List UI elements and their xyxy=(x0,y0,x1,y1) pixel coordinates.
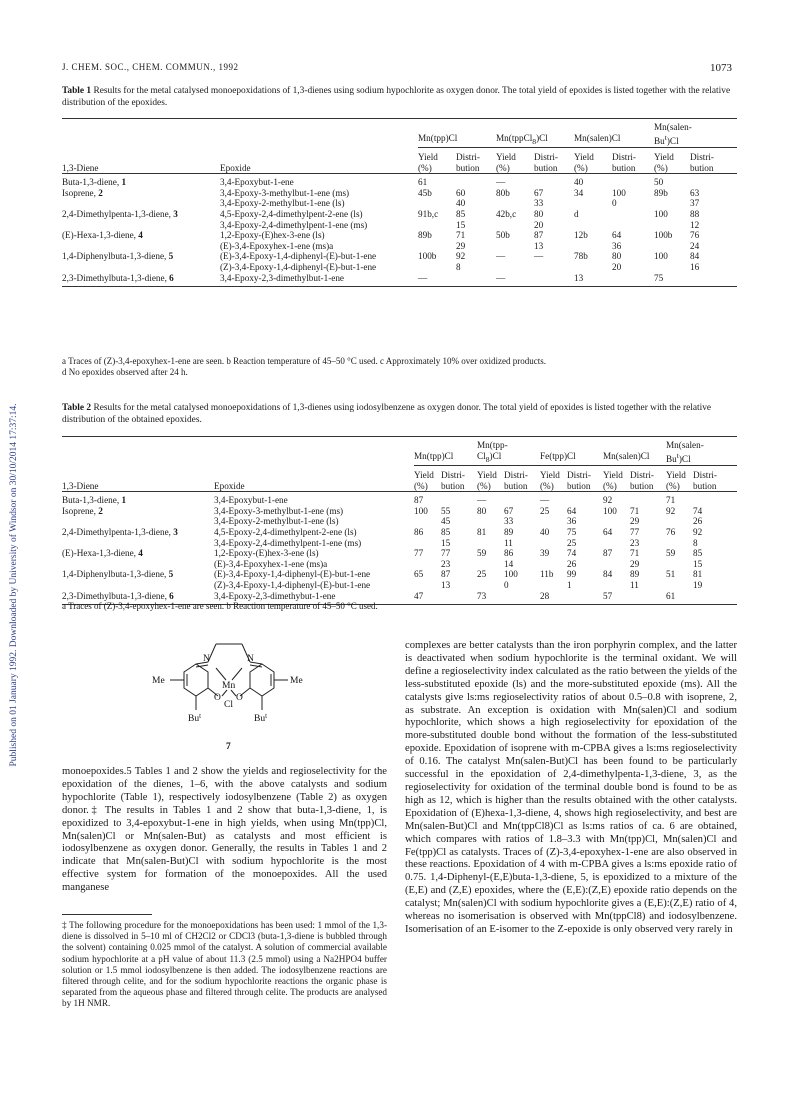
table-cell: 76 xyxy=(690,230,700,241)
table1-footnotes: a Traces of (Z)-3,4-epoxyhex-1-ene are seen. b Reaction temperature of 45–50 °C used. c Approximately 10% over oxidized products. d No epoxides observed after 24 h. xyxy=(62,356,546,377)
table-cell: 29 xyxy=(456,240,466,251)
table-cell: 2,3-Dimethylbuta-1,3-diene, 6 xyxy=(62,273,220,287)
table-cell: 86 xyxy=(504,548,514,559)
o-left-label: O xyxy=(214,693,221,703)
table-cell xyxy=(534,273,574,287)
table2: Mn(tpp- Mn(salen- Mn(tpp)Cl $Cl_8)Cl$ Fe(tpp)Cl Mn(salen)Cl Bu$^t$)Cl Yield Distri- Yield Distri- Yield Distri- Yield Distri- Yield Distri- 1,3-Diene Epoxide (%) bution (%) bution (%) bution (%) bution (%) bution Buta-1,3-diene, 1 3,4-Epoxybut-1-ene 87 — — 92 71 Isoprene, 2 3,4-Epoxy-3-methylbut-1-ene (ms) 100 55 80 67 25 64 100 71 92 74 3,4-Epoxy-2-methylbut-1-ene (ls) 45 33 36 29 26 2,4-Dimethylpenta-1,3-diene, 3 4,5-Epoxy-2,4-dimethylpent-2-ene (ls) 86 85 81 89 40 75 64 77 76 92 3,4-Epoxy-2,4-dimethylpent-1-ene (ms) 15 11 25 23 8 (E)-Hexa-1,3-diene, 4 1,2-Epoxy-(E)hex-3-ene (ls) 77 77 59 86 39 74 87 71 59 85 (E)-3,4-Epoxyhex-1-ene (ms)a 23 14 26 29 15 1,4-Diphenylbuta-1,3-diene, 5 (E)-3,4-Epoxy-1,4-diphenyl-(E)-but-1-ene 65 87 25 100 11b 99 84 89 51 81 (Z)-3,4-Epoxy-1,4-diphenyl-(E)-but-1-ene 13 0 1 11 19 2,3-Dimethylbuta-1,3-diene, 6 3,4-Epoxy-2,3-dimethybut-1-ene 47 73 28 57 61 xyxy=(62,436,737,605)
table-row xyxy=(62,251,737,262)
table-cell: 47 xyxy=(414,591,441,605)
table-cell: 2,4-Dimethylpenta-1,3-diene, 3 xyxy=(62,208,178,219)
t2-cat1: Mn(tpp)Cl xyxy=(414,451,477,466)
table-cell: 92 xyxy=(693,526,703,537)
table-cell: Isoprene, 2 xyxy=(62,505,103,516)
table-cell: 3,4-Epoxy-3-methylbut-1-ene (ms) xyxy=(220,187,350,198)
table-cell: 12 xyxy=(690,219,700,230)
table-row xyxy=(62,516,737,527)
table-cell xyxy=(603,516,630,527)
table-cell xyxy=(62,241,220,252)
table-row xyxy=(62,548,737,559)
table-cell: 33 xyxy=(534,198,544,209)
table-cell: Buta-1,3-diene, 1 xyxy=(62,495,127,506)
table-cell: 1,4-Diphenylbuta-1,3-diene, 5 xyxy=(62,251,174,262)
table-cell xyxy=(62,559,214,570)
download-notice[interactable]: Published on 01 January 1992. Downloaded by University of Windsor on 30/10/2014 17:37:14. xyxy=(9,403,19,767)
table-cell: 84 xyxy=(690,251,700,262)
table-cell: 0 xyxy=(504,579,509,590)
table-cell: 85 xyxy=(456,208,466,219)
table-row xyxy=(62,198,737,209)
table-cell: Isoprene, 2 xyxy=(62,187,103,198)
table2-caption: Table 2 Results for the metal catalysed monoepoxidations of 1,3-dienes using iodosylbenzene as oxygen donor. The total yield of epoxides is listed together with the relative distribution of the obtained epoxides. xyxy=(62,403,712,425)
table-cell: 2,3-Dimethylbuta-1,3-diene, 6 xyxy=(62,591,214,605)
table-cell: 4,5-Epoxy-2,4-dimethylpent-2-ene (ls) xyxy=(220,208,363,219)
table-cell xyxy=(612,273,654,287)
t1-cat4: Bu$^t$)Cl xyxy=(654,133,737,148)
table-row xyxy=(62,569,737,580)
table-cell: 13 xyxy=(574,273,612,287)
table-row xyxy=(62,492,737,506)
table-cell: 8 xyxy=(456,261,461,272)
table-cell: 75 xyxy=(567,526,577,537)
table-cell: 89 xyxy=(630,569,640,580)
table-cell: 71 xyxy=(666,495,676,506)
t1-cat1: Mn(tpp)Cl xyxy=(418,133,496,148)
table-cell: 100b xyxy=(654,230,673,241)
table-cell: 20 xyxy=(612,261,622,272)
footnote-rule xyxy=(62,914,152,915)
table-cell: 89b xyxy=(418,230,432,241)
table-cell: (E)-3,4-Epoxy-1,4-diphenyl-(E)-but-1-ene xyxy=(220,251,377,262)
table-cell: 71 xyxy=(630,548,640,559)
table-cell xyxy=(540,516,567,527)
table-cell: 60 xyxy=(456,187,466,198)
table-cell: 11 xyxy=(504,537,513,548)
procedure-footnote: ‡ The following procedure for the monoepoxidations has been used: 1 mmol of the 1,3-diene is dissolved in 5–10 ml of CH2Cl2 or CDCl3 (buta-1,3-diene is bubbled through the solvent) containing 0.025 mmol of the catalyst. A solution of commercial available sodium hypochlorite at a pH value of about 11.3 (2.5 mmol) using a Na2HPO4 buffer solution or 1.5 mmol iodosylbenzene is then added. The iodosylbenzene reactions are filtered through celite, and for the sodium hypochlorite reactions the organic phase is separated from the aqueous phase and filtered through celite. The products are analysed by 1H NMR. xyxy=(62,920,387,1009)
t2-cat5: Bu$^t$)Cl xyxy=(666,451,737,466)
table-cell: — xyxy=(540,495,550,506)
table-cell xyxy=(574,220,612,231)
table-cell: 15 xyxy=(441,537,451,548)
table-cell: 16 xyxy=(690,261,700,272)
table-cell: 92 xyxy=(666,505,676,516)
table-cell xyxy=(62,220,220,231)
table-cell: 3,4-Epoxybut-1-ene xyxy=(220,177,294,188)
table-cell xyxy=(654,198,690,209)
table-row xyxy=(62,241,737,252)
table-cell xyxy=(574,198,612,209)
table-cell: 89 xyxy=(504,526,514,537)
table-cell: (Z)-3,4-Epoxy-1,4-diphenyl-(E)-but-1-ene xyxy=(220,261,377,272)
table-cell: (E)-3,4-Epoxyhex-1-ene (ms)a xyxy=(214,558,328,569)
table-cell: 26 xyxy=(693,516,703,527)
table-cell: 3,4-Epoxy-2-methylbut-1-ene (ls) xyxy=(214,516,339,527)
table-cell: 78b xyxy=(574,251,588,262)
table-cell: 40 xyxy=(574,177,584,188)
table-cell: 74 xyxy=(567,548,577,559)
table-cell: 26 xyxy=(567,558,577,569)
table-cell: 4,5-Epoxy-2,4-dimethylpent-2-ene (ls) xyxy=(214,526,357,537)
table-cell: 100 xyxy=(603,505,617,516)
table-cell xyxy=(666,538,693,549)
table-cell xyxy=(477,580,504,591)
table-cell: — xyxy=(496,251,506,262)
table-cell: 74 xyxy=(693,505,703,516)
table-cell: 87 xyxy=(603,548,613,559)
table-cell xyxy=(418,262,456,273)
table-row xyxy=(62,559,737,570)
table-cell xyxy=(574,241,612,252)
table-cell: 77 xyxy=(414,548,424,559)
n-right-label: N xyxy=(247,654,254,664)
table-cell: 100 xyxy=(414,505,428,516)
table-cell xyxy=(62,262,220,273)
mn-label: Mn xyxy=(222,681,236,691)
but-left-label: Bu$^t$ xyxy=(188,712,202,724)
table-cell xyxy=(666,516,693,527)
table-cell xyxy=(418,241,456,252)
table-cell xyxy=(456,174,496,188)
table-cell: 73 xyxy=(477,591,504,605)
table-row xyxy=(62,506,737,517)
table-cell: 99 xyxy=(567,569,577,580)
table-row xyxy=(62,188,737,199)
table-cell: 87 xyxy=(441,569,451,580)
t2-cat3: Fe(tpp)Cl xyxy=(540,451,603,466)
table-cell: — xyxy=(477,495,487,506)
table-row xyxy=(62,527,737,538)
table-cell: 40 xyxy=(540,526,550,537)
table-cell: 61 xyxy=(418,177,428,188)
body-text-right: complexes are better catalysts than the iron porphyrin complex, and the latter is deactivated when sodium hypochlorite is the terminal oxidant. We will define a regioselectivity index calculated as the ratio between the yields of the less-substituted epoxide (ls) and the more-substituted epoxide (ms). All the catalysts give ls:ms regioselectivity ratios of about 0.5–0.8 with isoprene, 2, as substrate. An exception is oxidation with Mn(salen)Cl and sodium hypochlorite, which shows a high regioselectivity for epoxidation of the more-substituted double bond without the formation of the less-substituted epoxide. Epoxidation of isoprene with m-CPBA gives a ls:ms regioselectivity of 0.16. The catalyst Mn(salen-But)Cl has been found to be particularly successful in the epoxidation of 2,4-dimethylpenta-1,3-diene, 3, as the regioselectivity for oxidation of the terminal double bond is found to be as high as 12, which is higher than the results obtained with the other catalysts. Epoxidation of (E)hexa-1,3-diene, 4, shows high regioselectivity, and best are Mn(salen-But)Cl and Mn(tppCl8)Cl as ls:ms ratios of ca. 6 are obtained, which compares with ratios of 1.8–3.3 with Mn(tpp)Cl, Mn(salen)Cl and Fe(tpp)Cl as catalysts. Traces of (Z)-3,4-epoxyhex-1-ene are also observed in these reactions. Epoxidation of 4 with m-CPBA gives a ls:ms epoxide ratio of 0.75. 1,4-Diphenyl-(E,E)buta-1,3-diene, 5, is epoxidized to a mixture of the (E,E) and (Z,E) epoxides, where the (E,E):(Z,E) epoxide ratio depends on the catalyst; Mn(salen)Cl with sodium hypochlorite gives a (E,E):(Z,E) ratio of 4, whereas no isomerisation is observed with Mn(tppCl8) and iodosylbenzene. Isomerisation of an E-isomer to the Z-epoxide is only observed very rarely in xyxy=(405,640,737,935)
table-cell: 67 xyxy=(534,187,544,198)
table-cell: Buta-1,3-diene, 1 xyxy=(62,177,127,188)
table-cell: 15 xyxy=(456,219,466,230)
table-row xyxy=(62,230,737,241)
table-cell: 1,4-Diphenylbuta-1,3-diene, 5 xyxy=(62,569,174,580)
table-cell: 81 xyxy=(477,526,487,537)
table-cell: 23 xyxy=(441,558,451,569)
table-cell: 15 xyxy=(693,558,703,569)
table-cell: 59 xyxy=(666,548,676,559)
table-cell: 2,4-Dimethylpenta-1,3-diene, 3 xyxy=(62,526,178,537)
table-cell: 40 xyxy=(456,198,466,209)
t2-cat2: $Cl_8)Cl$ xyxy=(477,451,540,466)
table-cell: d xyxy=(574,208,579,219)
table-cell: 91b,c xyxy=(418,208,439,219)
table-cell: 14 xyxy=(504,558,514,569)
t1-cat4-line1: Mn(salen- xyxy=(654,119,737,133)
table-cell xyxy=(62,516,214,527)
t1-col-diene: 1,3-Diene xyxy=(62,163,220,174)
table-cell: 3,4-Epoxy-2-methylbut-1-ene (ls) xyxy=(220,198,345,209)
table-cell xyxy=(477,538,504,549)
table-cell: 37 xyxy=(690,198,700,209)
table-cell xyxy=(441,492,477,506)
table-cell: 64 xyxy=(612,230,622,241)
table-cell: 25 xyxy=(477,569,487,580)
table-cell xyxy=(612,174,654,188)
table-cell: 64 xyxy=(567,505,577,516)
table-cell xyxy=(414,516,441,527)
table-cell: 3,4-Epoxy-2,4-dimethylpent-1-ene (ms) xyxy=(220,219,368,230)
table-cell: 100 xyxy=(504,569,518,580)
table-cell: 34 xyxy=(574,187,584,198)
table-cell: 63 xyxy=(690,187,700,198)
table-cell: 87 xyxy=(534,230,544,241)
table-cell: — xyxy=(496,177,506,188)
table-cell: 1 xyxy=(567,579,572,590)
t1-col-epoxide: Epoxide xyxy=(220,163,418,174)
table-cell: 100 xyxy=(654,208,668,219)
table-cell: 11b xyxy=(540,569,554,580)
table-cell: — xyxy=(418,273,456,287)
table-cell: 57 xyxy=(603,591,630,605)
table1: Mn(salen- Mn(tpp)Cl Mn(tppCl$_8$)Cl Mn(salen)Cl Bu$^t$)Cl Yield Distri- Yield Distri- Yield Distri- Yield Distri- 1,3-Diene Epoxide (%) bution (%) bution (%) bution (%) bution Buta-1,3-diene, 1 3,4-Epoxybut-1-ene 61 — 40 50 Isoprene, 2 3,4-Epoxy-3-methylbut-1-ene (ms) 45b 60 80b 67 34 100 89b 63 3,4-Epoxy-2-methylbut-1-ene (ls) 40 33 0 37 2,4-Dimethylpenta-1,3-diene, 3 4,5-Epoxy-2,4-dimethylpent-2-ene (ls) 91b,c 85 42b,c 80 d 100 88 3,4-Epoxy-2,4-dimethylpent-1-ene (ms) 15 20 12 (E)-Hexa-1,3-diene, 4 1,2-Epoxy-(E)hex-3-ene (ls) 89b 71 50b 87 12b 64 100b 76 (E)-3,4-Epoxyhex-1-ene (ms)a 29 13 36 24 1,4-Diphenylbuta-1,3-diene, 5 (E)-3,4-Epoxy-1,4-diphenyl-(E)-but-1-ene 100b 92 — — 78b 80 100 84 (Z)-3,4-Epoxy-1,4-diphenyl-(E)-but-1-ene 8 20 16 2,3-Dimethylbuta-1,3-diene, 6 3,4-Epoxy-2,3-dimethylbut-1-ene — — 13 75 xyxy=(62,118,737,287)
table-cell xyxy=(534,262,574,273)
table-cell: (E)-Hexa-1,3-diene, 4 xyxy=(62,548,143,559)
o-right-label: O xyxy=(236,693,243,703)
table-cell: 12b xyxy=(574,230,588,241)
table-cell xyxy=(62,538,214,549)
table-cell xyxy=(496,262,534,273)
table-cell xyxy=(690,273,737,287)
table-cell: 25 xyxy=(540,505,550,516)
table-cell xyxy=(630,492,666,506)
t1-cat2: Mn(tppCl$_8$)Cl xyxy=(496,133,574,148)
table-cell xyxy=(456,273,496,287)
table-cell: 80 xyxy=(612,251,622,262)
table-cell: 13 xyxy=(534,240,544,251)
table-cell: 85 xyxy=(693,548,703,559)
table-cell xyxy=(496,198,534,209)
table-cell: 55 xyxy=(441,505,451,516)
table-cell xyxy=(414,580,441,591)
body-text-left: monoepoxides.5 Tables 1 and 2 show the yields and regioselectivity for the epoxidation of the dienes, 1–6, with the above catalysts and sodium hypochlorite (Table 1), respectively iodosylbenzene (Table 2) as oxygen donor.‡ The results in Tables 1 and 2 show that buta-1,3-diene, 1, is epoxidized to 3,4-epoxybut-1-ene in high yields, when using Mn(tpp)Cl, Mn(salen)Cl or Mn(salen-But) as catalysts and most efficient is iodosylbenzene as oxygen donor. Generally, the results in Tables 1 and 2 indicate that Mn(salen-But)Cl with sodium hypochlorite is the most effective system for formation of the monoepoxides. All the used manganese xyxy=(62,766,387,894)
table-cell: (E)-3,4-Epoxy-1,4-diphenyl-(E)-but-1-ene xyxy=(214,569,371,580)
page-number: 1073 xyxy=(710,62,732,74)
table-cell: 64 xyxy=(603,526,613,537)
table-cell xyxy=(62,198,220,209)
table-cell: 0 xyxy=(612,198,617,209)
table-cell: 45b xyxy=(418,187,432,198)
table-cell: 50b xyxy=(496,230,510,241)
table-cell: 3,4-Epoxy-3-methylbut-1-ene (ms) xyxy=(214,505,344,516)
table-cell: (E)-Hexa-1,3-diene, 4 xyxy=(62,230,143,241)
table-cell xyxy=(612,209,654,220)
table-cell: 65 xyxy=(414,569,424,580)
table-cell: 42b,c xyxy=(496,208,517,219)
table-row xyxy=(62,220,737,231)
table-cell: 85 xyxy=(441,526,451,537)
table-cell xyxy=(666,559,693,570)
table-cell: 100b xyxy=(418,251,437,262)
table-cell: (Z)-3,4-Epoxy-1,4-diphenyl-(E)-but-1-ene xyxy=(214,579,371,590)
table-cell: 86 xyxy=(414,526,424,537)
table-cell xyxy=(504,492,540,506)
table-cell xyxy=(477,516,504,527)
table-cell: 19 xyxy=(693,579,703,590)
me-left-label: Me xyxy=(152,676,165,686)
table-cell xyxy=(603,538,630,549)
but-right-label: Bu$^t$ xyxy=(254,712,268,724)
table-cell: 51 xyxy=(666,569,676,580)
table-cell: 3,4-Epoxy-2,3-dimethylbut-1-ene xyxy=(220,273,418,287)
table-cell: 24 xyxy=(690,240,700,251)
table-cell: 61 xyxy=(666,591,693,605)
t2-cat4: Mn(salen)Cl xyxy=(603,451,666,466)
table-row xyxy=(62,538,737,549)
table-cell xyxy=(654,262,690,273)
table-cell: 36 xyxy=(567,516,577,527)
table-cell: 77 xyxy=(630,526,640,537)
n-left-label: N xyxy=(203,654,210,664)
table-cell: 3,4-Epoxy-2,3-dimethybut-1-ene xyxy=(214,591,414,605)
table-cell: 3,4-Epoxybut-1-ene xyxy=(214,495,288,506)
table-cell: 92 xyxy=(603,495,613,506)
table-cell xyxy=(654,241,690,252)
table-cell xyxy=(574,262,612,273)
cl-label: Cl xyxy=(224,700,233,710)
table-cell xyxy=(654,220,690,231)
table-cell: 8 xyxy=(693,537,698,548)
table-cell: 100 xyxy=(654,251,668,262)
table-cell: 36 xyxy=(612,240,622,251)
table-cell: 3,4-Epoxy-2,4-dimethylpent-1-ene (ms) xyxy=(214,537,362,548)
table-cell xyxy=(603,559,630,570)
table-cell: 92 xyxy=(456,251,466,262)
t1-cat3: Mn(salen)Cl xyxy=(574,133,654,148)
table-cell xyxy=(603,580,630,591)
table-cell: 81 xyxy=(693,569,703,580)
compound-number: 7 xyxy=(226,742,231,752)
table-cell: 80 xyxy=(534,208,544,219)
table-cell: 29 xyxy=(630,558,640,569)
table-cell: 33 xyxy=(504,516,514,527)
table-cell xyxy=(414,559,441,570)
table-cell: (E)-3,4-Epoxyhex-1-ene (ms)a xyxy=(220,240,334,251)
table-cell xyxy=(496,241,534,252)
table2-footnote: a Traces of (Z)-3,4-epoxyhex-1-ene are seen. b Reaction temperature of 45–50 °C used. xyxy=(62,601,378,611)
table-cell: 100 xyxy=(612,187,626,198)
table-row xyxy=(62,580,737,591)
table-cell xyxy=(534,174,574,188)
me-right-label: Me xyxy=(290,676,303,686)
table1-caption: Table 1 Results for the metal catalysed monoepoxidations of 1,3-dienes using sodium hypochlorite as oxygen donor. The total yield of epoxides is listed together with the relative distribution of the epoxides. xyxy=(62,86,731,108)
table-row xyxy=(62,174,737,188)
table-cell: 50 xyxy=(654,177,664,188)
table-cell xyxy=(540,538,567,549)
table-cell: 59 xyxy=(477,548,487,559)
running-header: J. CHEM. SOC., CHEM. COMMUN., 1992 xyxy=(62,62,239,72)
table-cell: — xyxy=(496,273,534,287)
table-cell: 67 xyxy=(504,505,514,516)
table-cell: 76 xyxy=(666,526,676,537)
table-cell: 29 xyxy=(630,516,640,527)
table-cell: 13 xyxy=(441,579,451,590)
table-cell xyxy=(62,580,214,591)
table-cell: — xyxy=(534,251,544,262)
table-cell: 1,2-Epoxy-(E)hex-3-ene (ls) xyxy=(214,548,319,559)
table-cell: 39 xyxy=(540,548,550,559)
table-cell xyxy=(477,559,504,570)
table-cell: 89b xyxy=(654,187,668,198)
table-cell: 23 xyxy=(630,537,640,548)
table-cell xyxy=(666,580,693,591)
table-cell: 20 xyxy=(534,219,544,230)
table-cell: 45 xyxy=(441,516,451,527)
table-cell xyxy=(496,220,534,231)
table-cell xyxy=(612,220,654,231)
table-cell xyxy=(540,559,567,570)
salen-structure-diagram xyxy=(130,640,340,760)
table-cell xyxy=(418,220,456,231)
table-cell xyxy=(540,580,567,591)
table-row xyxy=(62,273,737,287)
table-cell: 1,2-Epoxy-(E)hex-3-ene (ls) xyxy=(220,230,325,241)
table-row xyxy=(62,262,737,273)
table-cell: 80b xyxy=(496,187,510,198)
table-cell: 88 xyxy=(690,208,700,219)
table-cell xyxy=(418,198,456,209)
table-cell: 71 xyxy=(630,505,640,516)
table-cell: 25 xyxy=(567,537,577,548)
table-cell: 77 xyxy=(441,548,451,559)
table-cell: 80 xyxy=(477,505,487,516)
table-cell xyxy=(693,492,737,506)
table-cell xyxy=(567,492,603,506)
table-row xyxy=(62,209,737,220)
table-cell: 28 xyxy=(540,591,567,605)
table-cell: 11 xyxy=(630,579,639,590)
table-cell xyxy=(414,538,441,549)
table-cell: 84 xyxy=(603,569,613,580)
table-cell: 75 xyxy=(654,273,690,287)
table-cell: 87 xyxy=(414,495,424,506)
table-cell: 71 xyxy=(456,230,466,241)
table-cell xyxy=(690,174,737,188)
